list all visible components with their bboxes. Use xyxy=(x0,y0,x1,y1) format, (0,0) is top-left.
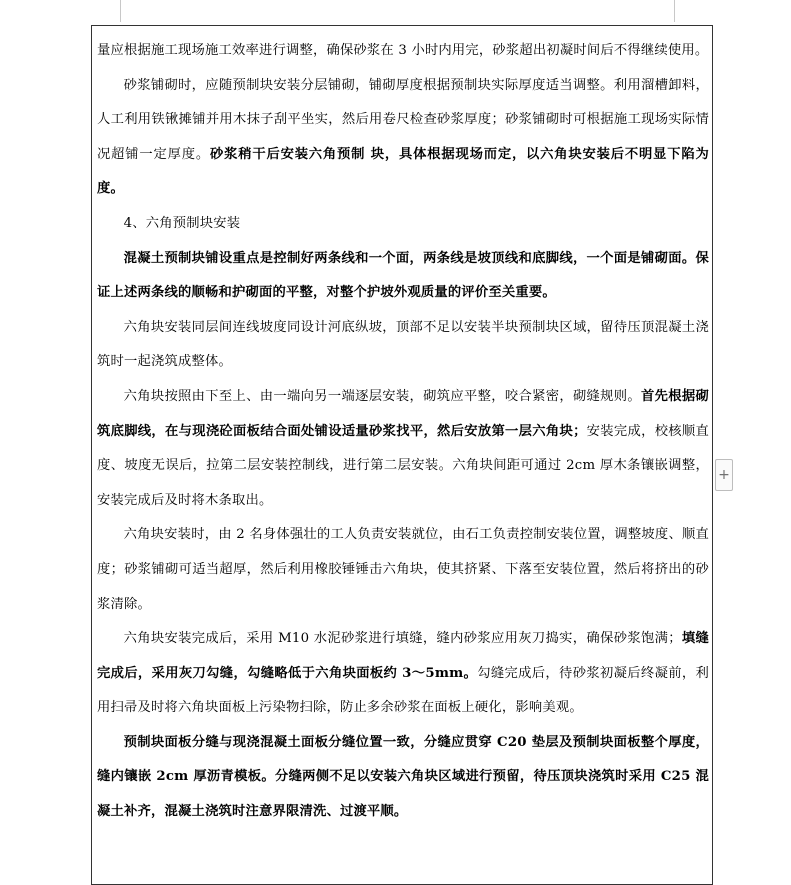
bold-text-run: 砂浆稍干后安装六角预制 块，具体根据现场而定，以六角块安装后不明显下陷为度。 xyxy=(97,146,709,197)
text-run: 六角块安装同层间连线坡度同设计河底纵坡，顶部不足以安装半块预制块区域，留待压顶混凝土浇筑时一起浇筑成整体。 xyxy=(97,319,709,370)
text-run: 砂浆铺砌时，应随预制块安装分层铺砌，铺砌厚度根据预制块实际厚度适当调整。利用溜槽卸料，人工利用铁锹摊铺并用木抹子刮平坐实，然后用卷尺检查砂浆厚度；砂浆铺砌时可根据施工现场实际情况超铺一定厚度。 xyxy=(97,77,709,162)
document-paragraph xyxy=(97,726,709,830)
document-paragraph xyxy=(97,69,709,207)
bold-text-run: 混凝土预制块铺设重点是控制好两条线和一个面，两条线是坡顶线和底脚线，一个面是铺砌面。保证上述两条线的顺畅和护砌面的平整，对整个护坡外观质量的评价至关重要。 xyxy=(97,250,709,301)
text-run: 六角块安装完成后，采用 M10 水泥砂浆进行填缝，缝内砂浆应用灰刀捣实，确保砂浆饱满； xyxy=(123,631,682,647)
bold-text-run: 填缝完成后，采用灰刀勾缝，勾缝略低于六角块面板约 3～5mm。 xyxy=(97,631,709,681)
document-paragraph xyxy=(97,518,709,622)
add-block-button[interactable]: + xyxy=(715,459,733,491)
page-margin-marker-left xyxy=(120,0,121,22)
document-paragraph xyxy=(97,380,709,518)
document-paragraph xyxy=(97,207,709,242)
document-body xyxy=(97,34,709,830)
bold-text-run: 预制块面板分缝与现浇混凝土面板分缝位置一致，分缝应贯穿 C20 垫层及预制块面板整个厚度，缝内镶嵌 2cm 厚沥青模板。分缝两侧不足以安装六角块区域进行预留，待压顶块浇筑时采用 C25 混凝土补齐，混凝土浇筑时注意界限清洗、过渡平顺。 xyxy=(97,734,709,820)
document-paragraph xyxy=(97,311,709,380)
text-run: 六角块安装时，由 2 名身体强壮的工人负责安装就位，由石工负责控制安装位置，调整坡度、顺直度；砂浆铺砌可适当超厚，然后利用橡胶锤锤击六角块，使其挤紧、下落至安装位置，然后将挤出的砂浆清除。 xyxy=(97,527,709,612)
page-margin-marker-right xyxy=(674,0,675,22)
text-run: 4、六角预制块安装 xyxy=(123,215,241,231)
bold-text-run: 首先根据砌筑底脚线，在与现浇砼面板结合面处铺设适量砂浆找平，然后安放第一层六角块； xyxy=(97,388,709,439)
text-run: 勾缝完成后，待砂浆初凝后终凝前，利用扫帚及时将六角块面板上污染物扫除，防止多余砂浆在面板上硬化，影响美观。 xyxy=(97,665,709,716)
text-run: 六角块按照由下至上、由一端向另一端逐层安装，砌筑应平整，咬合紧密，砌缝规则。 xyxy=(123,388,642,404)
document-paragraph xyxy=(97,622,709,726)
text-run: 安装完成，校核顺直度、坡度无误后，拉第二层安装控制线，进行第二层安装。六角块间距可通过 2cm 厚木条镶嵌调整，安装完成后及时将木条取出。 xyxy=(97,423,709,508)
document-paragraph xyxy=(97,242,709,311)
text-run: 量应根据施工现场施工效率进行调整，确保砂浆在 3 小时内用完，砂浆超出初凝时间后不得继续使用。 xyxy=(97,43,709,58)
document-paragraph xyxy=(97,34,709,69)
